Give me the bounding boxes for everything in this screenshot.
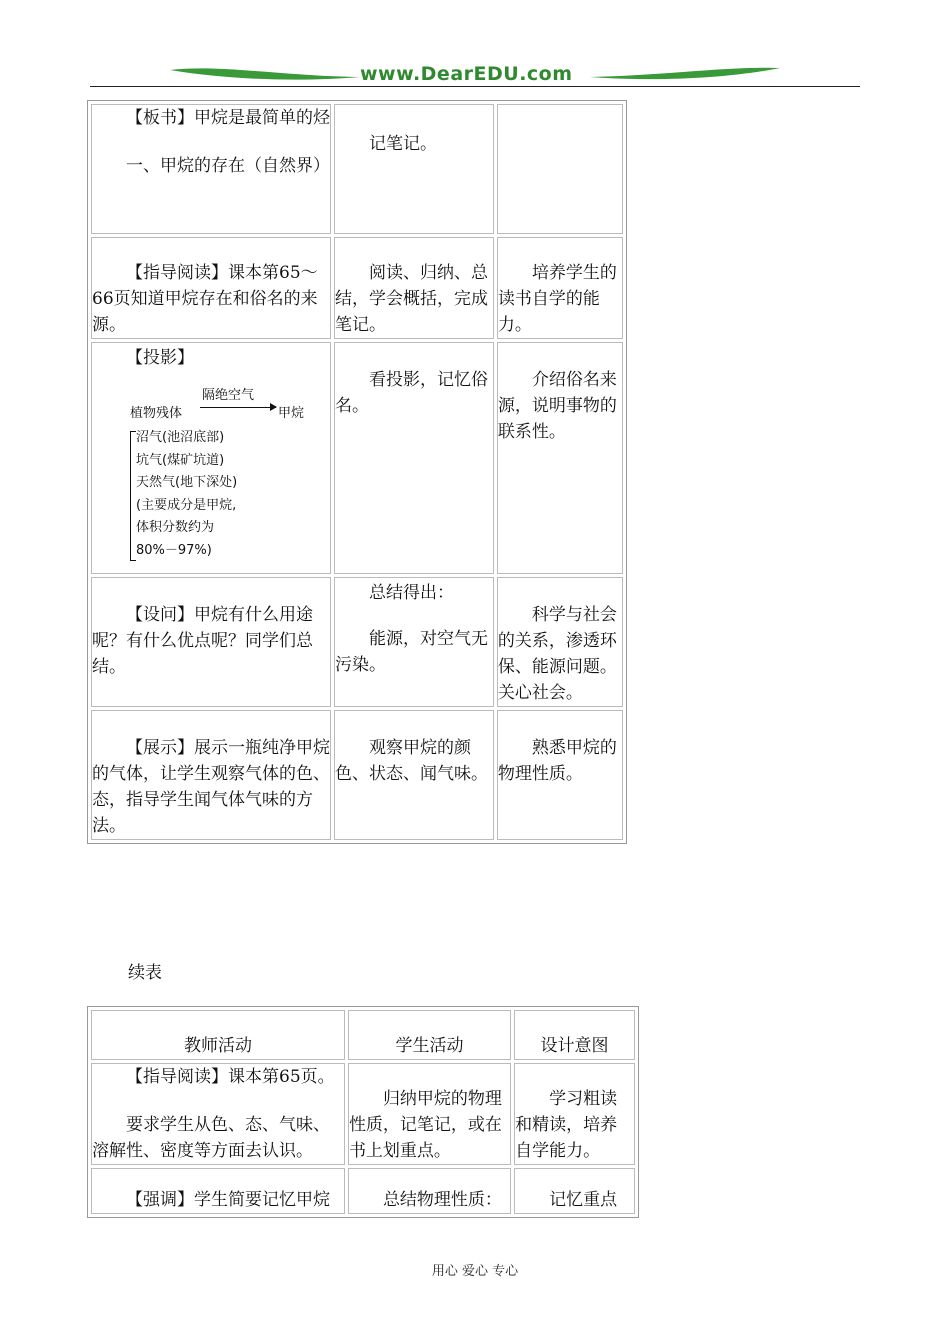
teacher-activity-cell <box>91 1063 345 1165</box>
cell-text: 能源，对空气无污染。 <box>335 629 488 675</box>
student-activity-cell <box>334 577 494 707</box>
cell-text: 培养学生的读书自学的能力。 <box>497 263 617 335</box>
diagram-item-list <box>136 427 237 562</box>
continued-lesson-table <box>87 1006 639 1218</box>
table-row <box>91 342 623 574</box>
teacher-activity-cell <box>91 237 331 339</box>
cell-text: 总结得出： <box>369 583 454 603</box>
diagram-item: 天然气(地下深处) <box>136 475 238 490</box>
student-activity-cell <box>334 710 494 840</box>
cell-text: 【展示】展示一瓶纯净甲烷的气体，让学生观察气体的色、态，指导学生闻气体气味的方法。 <box>92 738 330 836</box>
teacher-activity-cell <box>91 342 331 574</box>
cell-text: 【强调】学生简要记忆甲烷 <box>126 1190 330 1210</box>
student-activity-cell <box>334 104 494 234</box>
table-row <box>91 1168 635 1214</box>
design-intent-cell <box>497 710 623 840</box>
teacher-activity-cell <box>91 1168 345 1214</box>
student-activity-cell <box>348 1063 511 1165</box>
table-row <box>91 237 623 339</box>
cell-text: 科学与社会的关系，渗透环保、能源问题。关心社会。 <box>497 605 617 703</box>
cell-text: 记忆重点 <box>549 1190 618 1210</box>
design-intent-cell <box>497 342 623 574</box>
cell-text: 一、甲烷的存在（自然界） <box>126 156 330 176</box>
cell-text: 【投影】 <box>126 348 194 368</box>
methane-source-diagram <box>130 383 330 563</box>
page-header <box>90 60 860 90</box>
cell-text: 要求学生从色、态、气味、溶解性、密度等方面去认识。 <box>92 1115 330 1161</box>
design-intent-cell <box>497 104 623 234</box>
cell-text: 看投影，记忆俗名。 <box>335 370 488 416</box>
student-activity-cell <box>334 342 494 574</box>
diagram-item: 沼气(池沼底部) <box>136 430 225 445</box>
diagram-arrow <box>200 407 276 408</box>
diagram-condition-label: 隔绝空气 <box>202 388 255 403</box>
cell-text: 【指导阅读】课本第65～66页知道甲烷存在和俗名的来源。 <box>92 263 318 335</box>
teacher-activity-cell <box>91 577 331 707</box>
page-footer: 用心 爱心 专心 <box>431 1264 519 1279</box>
table-header-row <box>91 1010 635 1060</box>
table-row <box>91 577 623 707</box>
design-intent-cell <box>514 1168 635 1214</box>
cell-text: 总结物理性质： <box>382 1190 502 1210</box>
header-rule <box>90 86 860 87</box>
site-logo-text: www.DearEDU.com <box>360 63 573 85</box>
cell-text: 记笔记。 <box>369 134 437 154</box>
teacher-activity-cell <box>91 710 331 840</box>
cell-text: 【板书】甲烷是最简单的烃 <box>126 108 330 128</box>
lesson-table <box>87 100 627 844</box>
diagram-item: (主要成分是甲烷, <box>136 497 237 513</box>
diagram-product-label: 甲烷 <box>278 406 305 421</box>
cell-text: 归纳甲烷的物理性质，记笔记，或在书上划重点。 <box>348 1089 502 1161</box>
table-row <box>91 104 623 234</box>
column-header-intent: 设计意图 <box>514 1010 635 1060</box>
teacher-activity-cell <box>91 104 331 234</box>
design-intent-cell <box>497 237 623 339</box>
cell-text: 观察甲烷的颜色、状态、闻气味。 <box>335 738 488 784</box>
diagram-source-label: 植物残体 <box>130 406 183 421</box>
column-header-teacher: 教师活动 <box>91 1010 345 1060</box>
cell-text: 介绍俗名来源，说明事物的联系性。 <box>497 370 617 442</box>
diagram-item: 坑气(煤矿坑道) <box>136 452 225 468</box>
table-row <box>91 710 623 840</box>
design-intent-cell <box>514 1063 635 1165</box>
diagram-item: 80%－97%) <box>136 542 212 558</box>
cell-text: 熟悉甲烷的物理性质。 <box>497 738 617 784</box>
cell-text: 【设问】甲烷有什么用途呢？有什么优点呢？同学们总结。 <box>92 605 313 677</box>
cell-text: 【指导阅读】课本第65页。 <box>126 1067 335 1087</box>
table-row <box>91 1063 635 1165</box>
cell-text: 学习粗读和精读，培养自学能力。 <box>515 1089 618 1161</box>
design-intent-cell <box>497 577 623 707</box>
diagram-item: 体积分数约为 <box>136 520 215 535</box>
student-activity-cell <box>348 1168 511 1214</box>
student-activity-cell <box>334 237 494 339</box>
continued-table-label: 续表 <box>128 963 162 983</box>
column-header-student: 学生活动 <box>348 1010 511 1060</box>
cell-text: 阅读、归纳、总结，学会概括，完成笔记。 <box>335 263 488 335</box>
